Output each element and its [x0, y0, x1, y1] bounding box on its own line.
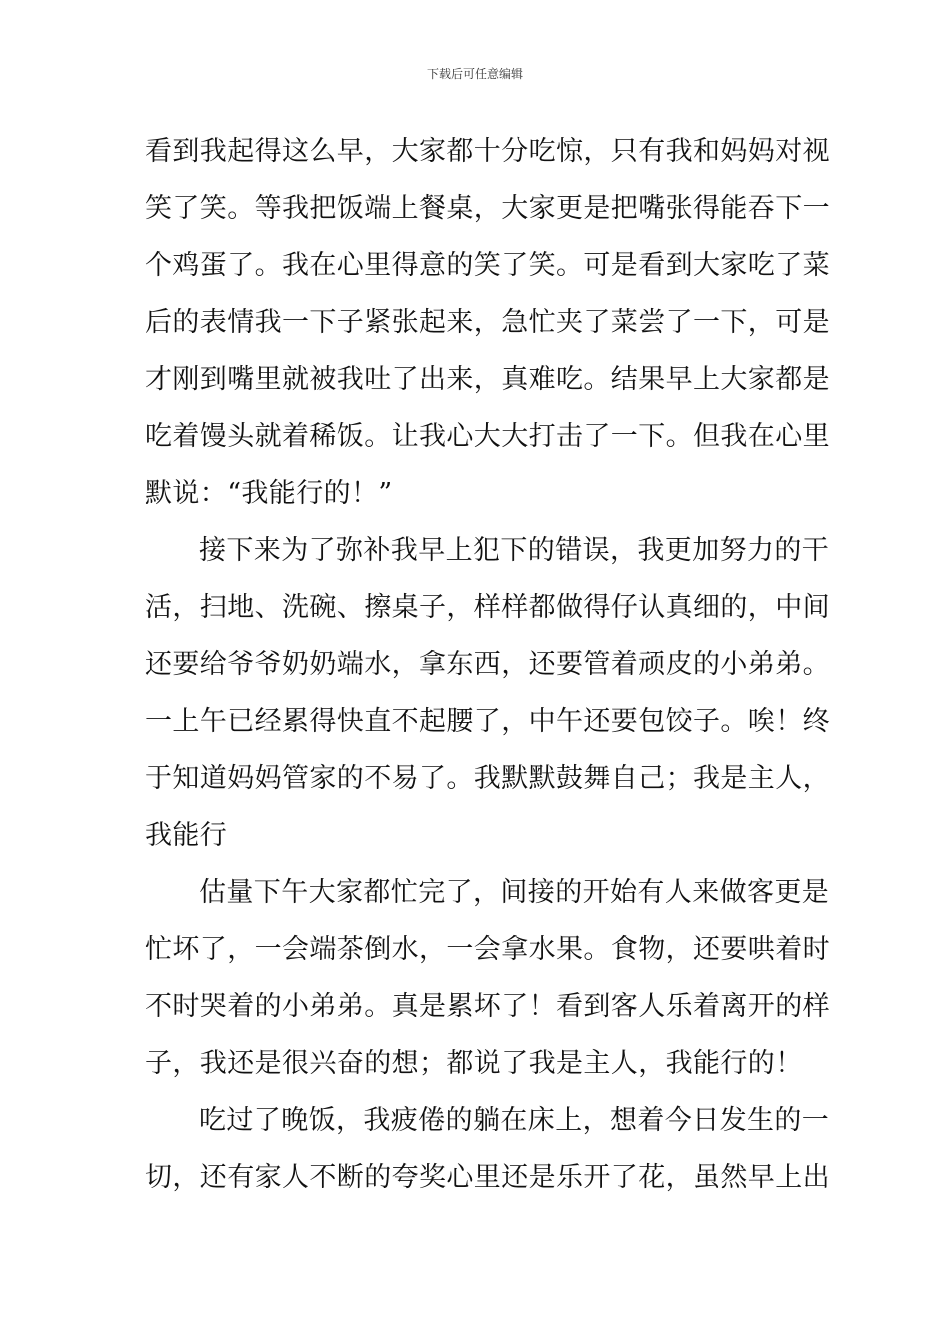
body-text: [145, 128, 830, 1211]
text-line: 笑了笑。等我把饭端上餐桌，大家更是把嘴张得能吞下一: [145, 193, 830, 224]
text-line: 于知道妈妈管家的不易了。我默默鼓舞自己；我是主人，: [145, 763, 830, 794]
text-line: 估量下午大家都忙完了，间接的开始有人来做客更是: [199, 877, 830, 908]
text-line: 还要给爷爷奶奶端水，拿东西，还要管着顽皮的小弟弟。: [145, 649, 830, 680]
text-line: 个鸡蛋了。我在心里得意的笑了笑。可是看到大家吃了菜: [145, 250, 830, 281]
text-line: 才刚到嘴里就被我吐了出来，真难吃。结果早上大家都是: [145, 364, 830, 395]
text-line: 我能行: [145, 820, 228, 851]
text-line: 不时哭着的小弟弟。真是累坏了！看到客人乐着离开的样: [145, 991, 830, 1022]
text-line: 活，扫地、洗碗、擦桌子，样样都做得仔认真细的，中间: [145, 592, 830, 623]
text-line: 吃着馒头就着稀饭。让我心大大打击了一下。但我在心里: [145, 421, 830, 452]
text-line: 吃过了晚饭，我疲倦的躺在床上，想着今日发生的一: [199, 1105, 830, 1136]
text-line: 接下来为了弥补我早上犯下的错误，我更加努力的干: [199, 535, 830, 566]
page-header: 下载后可任意编辑: [426, 67, 523, 81]
text-line: 切，还有家人不断的夸奖心里还是乐开了花，虽然早上出: [145, 1162, 830, 1193]
text-line: 一上午已经累得快直不起腰了，中午还要包饺子。唉！终: [145, 706, 830, 737]
text-line: 忙坏了，一会端茶倒水，一会拿水果。食物，还要哄着时: [145, 934, 830, 965]
text-line: 看到我起得这么早，大家都十分吃惊，只有我和妈妈对视: [145, 136, 830, 167]
text-line: 后的表情我一下子紧张起来，急忙夹了菜尝了一下，可是: [145, 307, 830, 338]
text-line: 子，我还是很兴奋的想；都说了我是主人，我能行的！: [145, 1048, 803, 1079]
text-line: 默说：“我能行的！”: [145, 478, 393, 509]
